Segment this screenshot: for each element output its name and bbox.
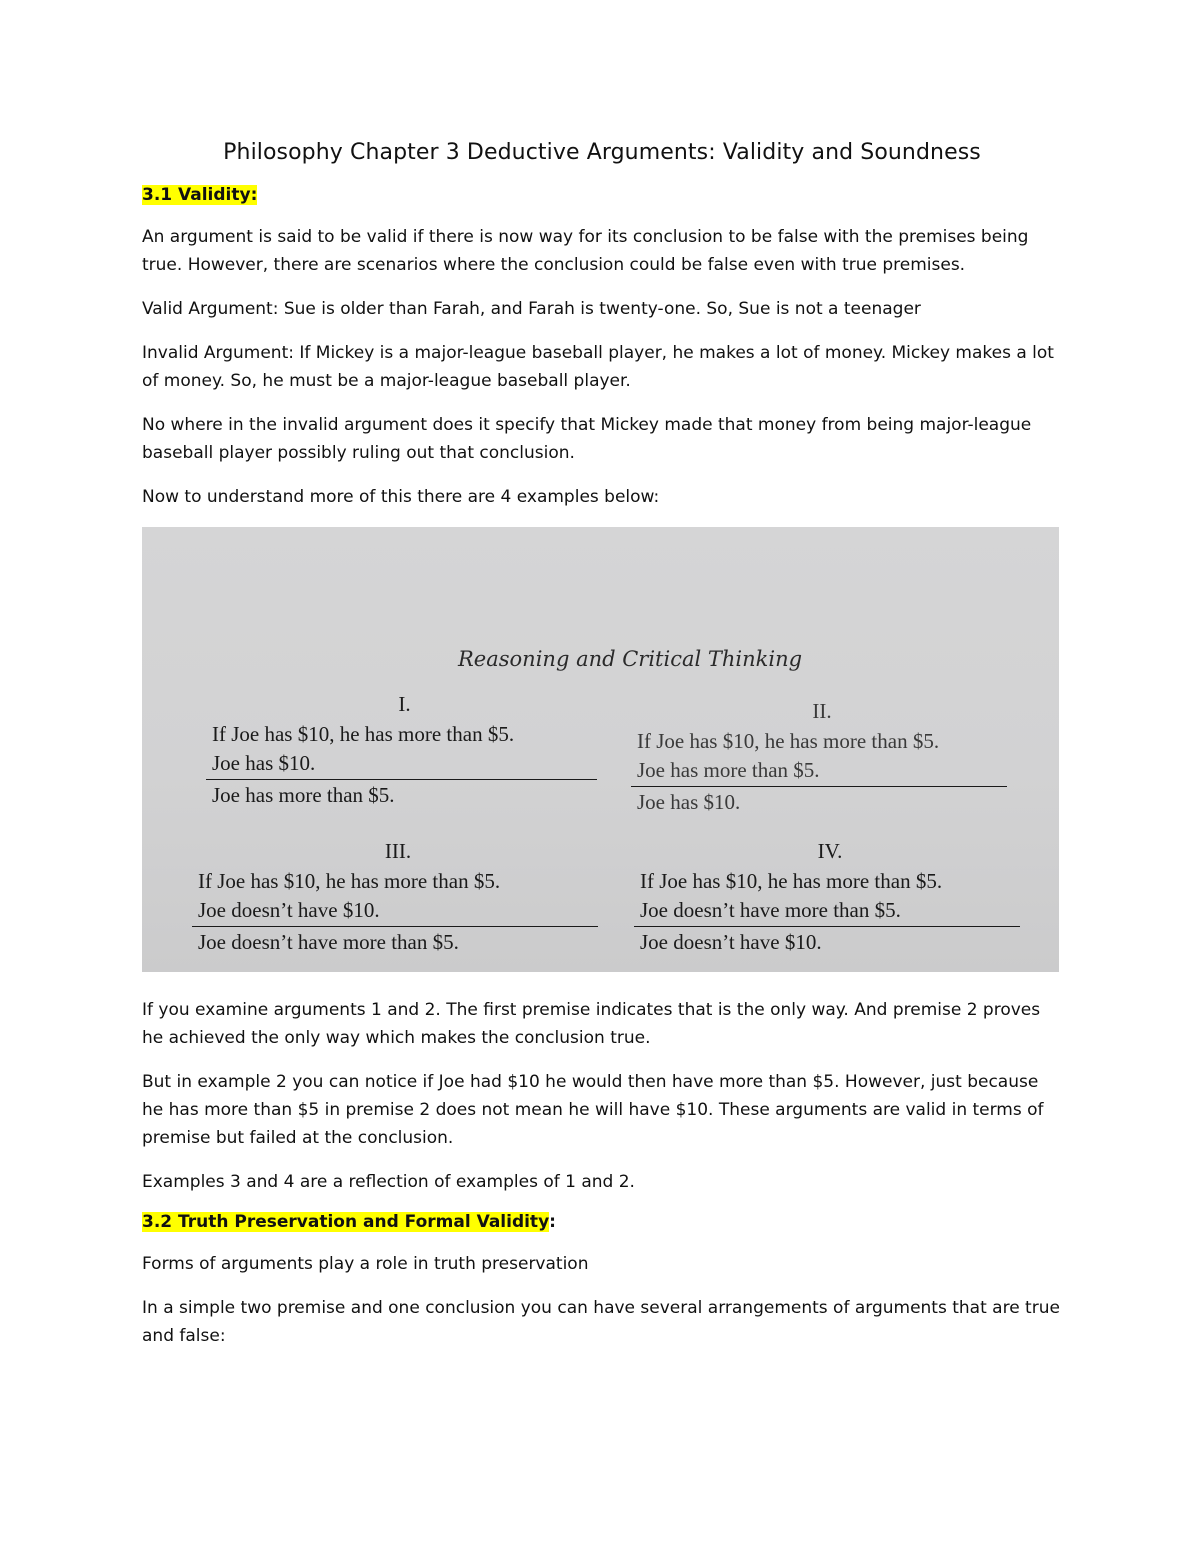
paragraph-invalid-argument: Invalid Argument: If Mickey is a major-league baseball player, he makes a lot of money. Mickey makes a lot of money. So, he must be a major-league baseball player.	[142, 343, 1054, 391]
conclusion: Joe has $10.	[637, 790, 741, 814]
highlighted-heading: 3.2 Truth Preservation and Formal Validity	[142, 1212, 550, 1232]
paragraph-arrangements: In a simple two premise and one conclusion you can have several arrangements of arguments that are true and false:	[142, 1298, 1060, 1346]
argument-number: IV.	[817, 839, 843, 863]
conclusion-rule	[631, 786, 1007, 787]
conclusion-rule	[634, 926, 1020, 927]
argument-number: III.	[384, 839, 412, 863]
premise-1: If Joe has $10, he has more than $5.	[212, 722, 515, 746]
conclusion: Joe doesn’t have more than $5.	[198, 930, 459, 954]
section-heading-validity	[142, 185, 1062, 205]
conclusion: Joe has more than $5.	[212, 783, 395, 807]
argument-2	[637, 697, 1007, 817]
premise-1: If Joe has $10, he has more than $5.	[198, 869, 501, 893]
premise-2: Joe has more than $5.	[637, 758, 820, 782]
conclusion-rule	[206, 779, 597, 780]
paragraph-examples-intro: Now to understand more of this there are 4 examples below:	[142, 487, 660, 507]
premise-2: Joe doesn’t have more than $5.	[640, 898, 901, 922]
conclusion: Joe doesn’t have $10.	[640, 930, 822, 954]
premise-2: Joe doesn’t have $10.	[198, 898, 380, 922]
argument-1	[212, 690, 597, 810]
argument-number: I.	[398, 692, 411, 716]
paragraph-forms-of-arguments: Forms of arguments play a role in truth preservation	[142, 1254, 589, 1274]
document-title: Philosophy Chapter 3 Deductive Arguments: Validity and Soundness	[223, 140, 981, 165]
premise-1: If Joe has $10, he has more than $5.	[637, 729, 940, 753]
paragraph-example-2-analysis: But in example 2 you can notice if Joe had $10 he would then have more than $5. However, just because he has more than $5 in premise 2 does not mean he will have $10. These arguments are valid in terms of premise but failed at the conclusion.	[142, 1072, 1044, 1148]
textbook-photo	[142, 527, 1059, 972]
premise-2: Joe has $10.	[212, 751, 316, 775]
document-page	[142, 140, 1062, 1366]
paragraph-arguments-analysis: If you examine arguments 1 and 2. The first premise indicates that is the only way. And premise 2 proves he achieved the only way which makes the conclusion true.	[142, 1000, 1041, 1048]
argument-4	[640, 837, 1020, 957]
paragraph-validity-definition: An argument is said to be valid if there is now way for its conclusion to be false with the premises being true. However, there are scenarios where the conclusion could be false even with true premises.	[142, 227, 1029, 275]
argument-3	[198, 837, 598, 957]
book-title: Reasoning and Critical Thinking	[458, 647, 803, 671]
highlighted-heading: 3.1 Validity:	[142, 185, 258, 205]
paragraph-valid-argument: Valid Argument: Sue is older than Farah, and Farah is twenty-one. So, Sue is not a teenager	[142, 299, 921, 319]
conclusion-rule	[192, 926, 598, 927]
section-heading-truth-preservation	[142, 1212, 1062, 1232]
argument-number: II.	[812, 699, 832, 723]
heading-colon: :	[549, 1212, 556, 1232]
paragraph-invalid-explanation: No where in the invalid argument does it specify that Mickey made that money from being major-league baseball player possibly ruling out that conclusion.	[142, 415, 1032, 463]
paragraph-examples-reflection: Examples 3 and 4 are a reflection of examples of 1 and 2.	[142, 1172, 635, 1192]
premise-1: If Joe has $10, he has more than $5.	[640, 869, 943, 893]
